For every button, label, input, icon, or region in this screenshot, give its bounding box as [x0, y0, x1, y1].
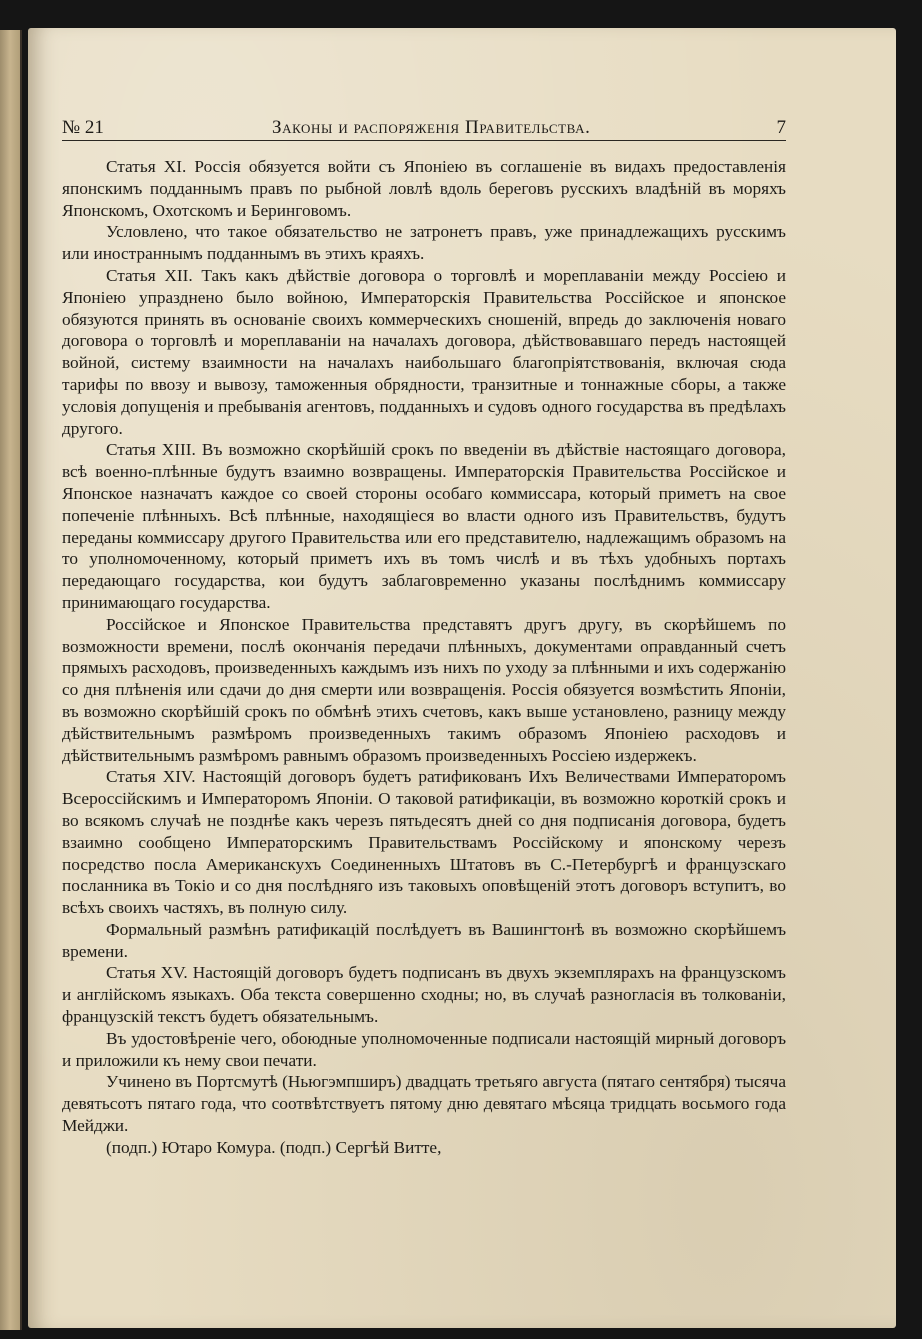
adjacent-page-edge: [0, 30, 22, 1330]
paragraph-ratification-exchange: Формальный размѣнъ ратификацій послѣдуетъ въ Вашингтонѣ въ возможно скорѣйшемъ времени.: [62, 919, 786, 961]
paragraph-article-11: Статья XI. Россія обязуется войти съ Японіею въ соглашеніе въ видахъ предоставленія японскимъ подданнымъ правъ по рыбной ловлѣ вдоль береговъ русскихъ владѣній въ моряхъ Японскомъ, Охотскомъ и Беринговомъ.: [62, 157, 786, 220]
page-header: [62, 117, 786, 139]
paragraph-article-13: Статья XIII. Въ возможно скорѣйшій срокъ по введеніи въ дѣйствіе настоящаго договора, всѣ военно-плѣнные будутъ взаимно возвращены. Императорскія Правительства Россійское и Японское назначатъ каждое со своей стороны особаго коммиссара, который приметъ на свое попеченіе плѣнныхъ. Всѣ плѣнные, находящіеся во власти одного изъ Правительствъ, будутъ переданы коммиссару другого Правительства или его представителю, надлежащимъ образомъ на то уполномоченному, который приметъ ихъ въ томъ числѣ и въ тѣхъ удобныхъ портахъ передающаго государства, кои будутъ заблаговременно указаны послѣднимъ коммиссару принимающаго государства.: [62, 440, 786, 612]
paragraph-article-14: Статья XIV. Настоящій договоръ будетъ ратификованъ Ихъ Величествами Императоромъ Всероссійскимъ и Императоромъ Японіи. О таковой ратификаціи, въ возможно короткій срокъ и во всякомъ случаѣ не позднѣе какъ черезъ пятьдесятъ дней со дня подписанія договора, будетъ взаимно сообщено Императорскимъ Правительствамъ Россійскому и японскому черезъ посредство посла Американскухъ Соединенныхъ Штатовъ въ С.-Петербургѣ и французскаго посланника въ Токіо и со дня послѣдняго изъ таковыхъ оповѣщеній этотъ договоръ вступитъ, во всѣхъ своихъ частяхъ, въ полную силу.: [62, 767, 786, 918]
page-number: 7: [776, 117, 786, 138]
header-rule: [62, 140, 786, 141]
paragraph-done-at: Учинено въ Портсмутѣ (Ньюгэмпширъ) двадцать третьяго августа (пятаго сентября) тысяча девятьсотъ пятаго года, что соотвѣтствуетъ пятому дню девятаго мѣсяца тридцать восьмого года Мейджи.: [62, 1072, 787, 1136]
running-title: Законы и распоряженія Правительства.: [272, 117, 591, 138]
paragraph-article-13-accounts: Россійское и Японское Правительства представятъ другъ другу, въ скорѣйшемъ по возможности времени, послѣ окончанія передачи плѣнныхъ, документами оправданный счетъ прямыхъ расходовъ, произведенныхъ каждымъ изъ нихъ по уходу за плѣнными и ихъ содержанію со дня плѣненія или сдачи до дня смерти или возвращенія. Россія обязуется возмѣстить Японіи, въ возможно скорѣйшій срокъ по обмѣнѣ этихъ счетовъ, какъ выше установлено, разницу между дѣйствительнымъ размѣромъ произведенныхъ такимъ образомъ Японіею расходовъ и дѣйствительнымъ размѣромъ равнымъ образомъ произведенныхъ Россіею издержекъ.: [62, 614, 786, 765]
issue-number: № 21: [62, 117, 104, 138]
paragraph-article-15: Статья XV. Настоящій договоръ будетъ подписанъ въ двухъ экземплярахъ на французскомъ и англійскомъ языкахъ. Оба текста совершенно сходны; но, въ случаѣ разногласія въ толкованіи, французскій текстъ будетъ обязательнымъ.: [62, 963, 786, 1027]
paragraph-attestation: Въ удостовѣреніе чего, обоюдные уполномоченные подписали настоящій мирный договоръ и приложили къ нему свои печати.: [62, 1028, 786, 1070]
paragraph-article-12: Статья XII. Такъ какъ дѣйствіе договора о торговлѣ и мореплаваніи между Россіею и Японіею упразднено было войною, Императорскія Правительства Россійское и японское обязуются принять въ основаніе своихъ коммерческихъ сношеній, впредь до заключенія новаго договора о торговлѣ и мореплаваніи на началахъ договора, дѣйствовавшаго передъ настоящей войной, систему взаимности на началахъ наибольшаго благопріятствованія, включая сюда тарифы по ввозу и вывозу, таможенныя обрядности, транзитные и тоннажные сборы, а также условія допущенія и пребыванія агентовъ, подданныхъ и судовъ одного государства въ предѣлахъ другого.: [62, 265, 786, 438]
document-body: [62, 156, 786, 1159]
paragraph-signatures: (подп.) Ютаро Комура. (подп.) Сергѣй Витте,: [106, 1137, 442, 1157]
paragraph-article-11-note: Условлено, что такое обязательство не затронетъ правъ, уже принадлежащихъ русскимъ или иностраннымъ подданнымъ въ этихъ краяхъ.: [62, 222, 786, 264]
